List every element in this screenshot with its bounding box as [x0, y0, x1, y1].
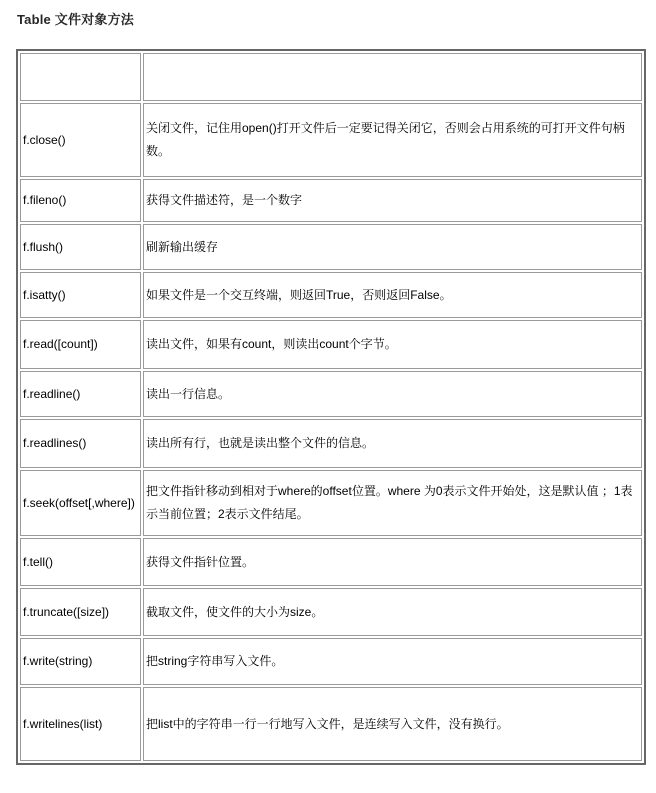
method-cell: f.readline() — [20, 371, 141, 417]
table-row — [20, 588, 642, 636]
method-cell: f.readlines() — [20, 419, 141, 468]
file-methods-table — [16, 49, 646, 765]
method-cell: f.seek(offset[,where]) — [20, 470, 141, 536]
table-row — [20, 470, 642, 536]
description-cell: 获得文件指针位置。 — [143, 538, 642, 586]
table-row — [20, 419, 642, 468]
method-cell: f.isatty() — [20, 272, 141, 318]
method-cell: f.fileno() — [20, 179, 141, 222]
description-cell: 把list中的字符串一行一行地写入文件，是连续写入文件，没有换行。 — [143, 687, 642, 761]
method-cell: f.truncate([size]) — [20, 588, 141, 636]
description-cell — [143, 53, 642, 101]
description-cell: 读出文件，如果有count，则读出count个字节。 — [143, 320, 642, 369]
method-cell: f.tell() — [20, 538, 141, 586]
table-row — [20, 103, 642, 177]
page-title: Table 文件对象方法 — [17, 12, 135, 27]
table-row — [20, 179, 642, 222]
description-cell: 获得文件描述符，是一个数字 — [143, 179, 642, 222]
method-cell: f.close() — [20, 103, 141, 177]
table-row — [20, 538, 642, 586]
description-cell: 截取文件，使文件的大小为size。 — [143, 588, 642, 636]
description-cell: 把文件指针移动到相对于where的offset位置。where 为0表示文件开始处，这是默认值 ；1表示当前位置；2表示文件结尾。 — [143, 470, 642, 536]
table-row — [20, 687, 642, 761]
table-row — [20, 272, 642, 318]
method-cell: f.flush() — [20, 224, 141, 270]
table-row — [20, 371, 642, 417]
method-cell: f.writelines(list) — [20, 687, 141, 761]
table-row — [20, 320, 642, 369]
table-row — [20, 53, 642, 101]
description-cell: 读出一行信息。 — [143, 371, 642, 417]
description-cell: 如果文件是一个交互终端，则返回True，否则返回False。 — [143, 272, 642, 318]
method-cell: f.write(string) — [20, 638, 141, 685]
description-cell: 把string字符串写入文件。 — [143, 638, 642, 685]
description-cell: 刷新输出缓存 — [143, 224, 642, 270]
table-row — [20, 224, 642, 270]
description-cell: 关闭文件，记住用open()打开文件后一定要记得关闭它，否则会占用系统的可打开文件句柄数。 — [143, 103, 642, 177]
description-cell: 读出所有行，也就是读出整个文件的信息。 — [143, 419, 642, 468]
table-row — [20, 638, 642, 685]
method-cell: f.read([count]) — [20, 320, 141, 369]
method-cell — [20, 53, 141, 101]
